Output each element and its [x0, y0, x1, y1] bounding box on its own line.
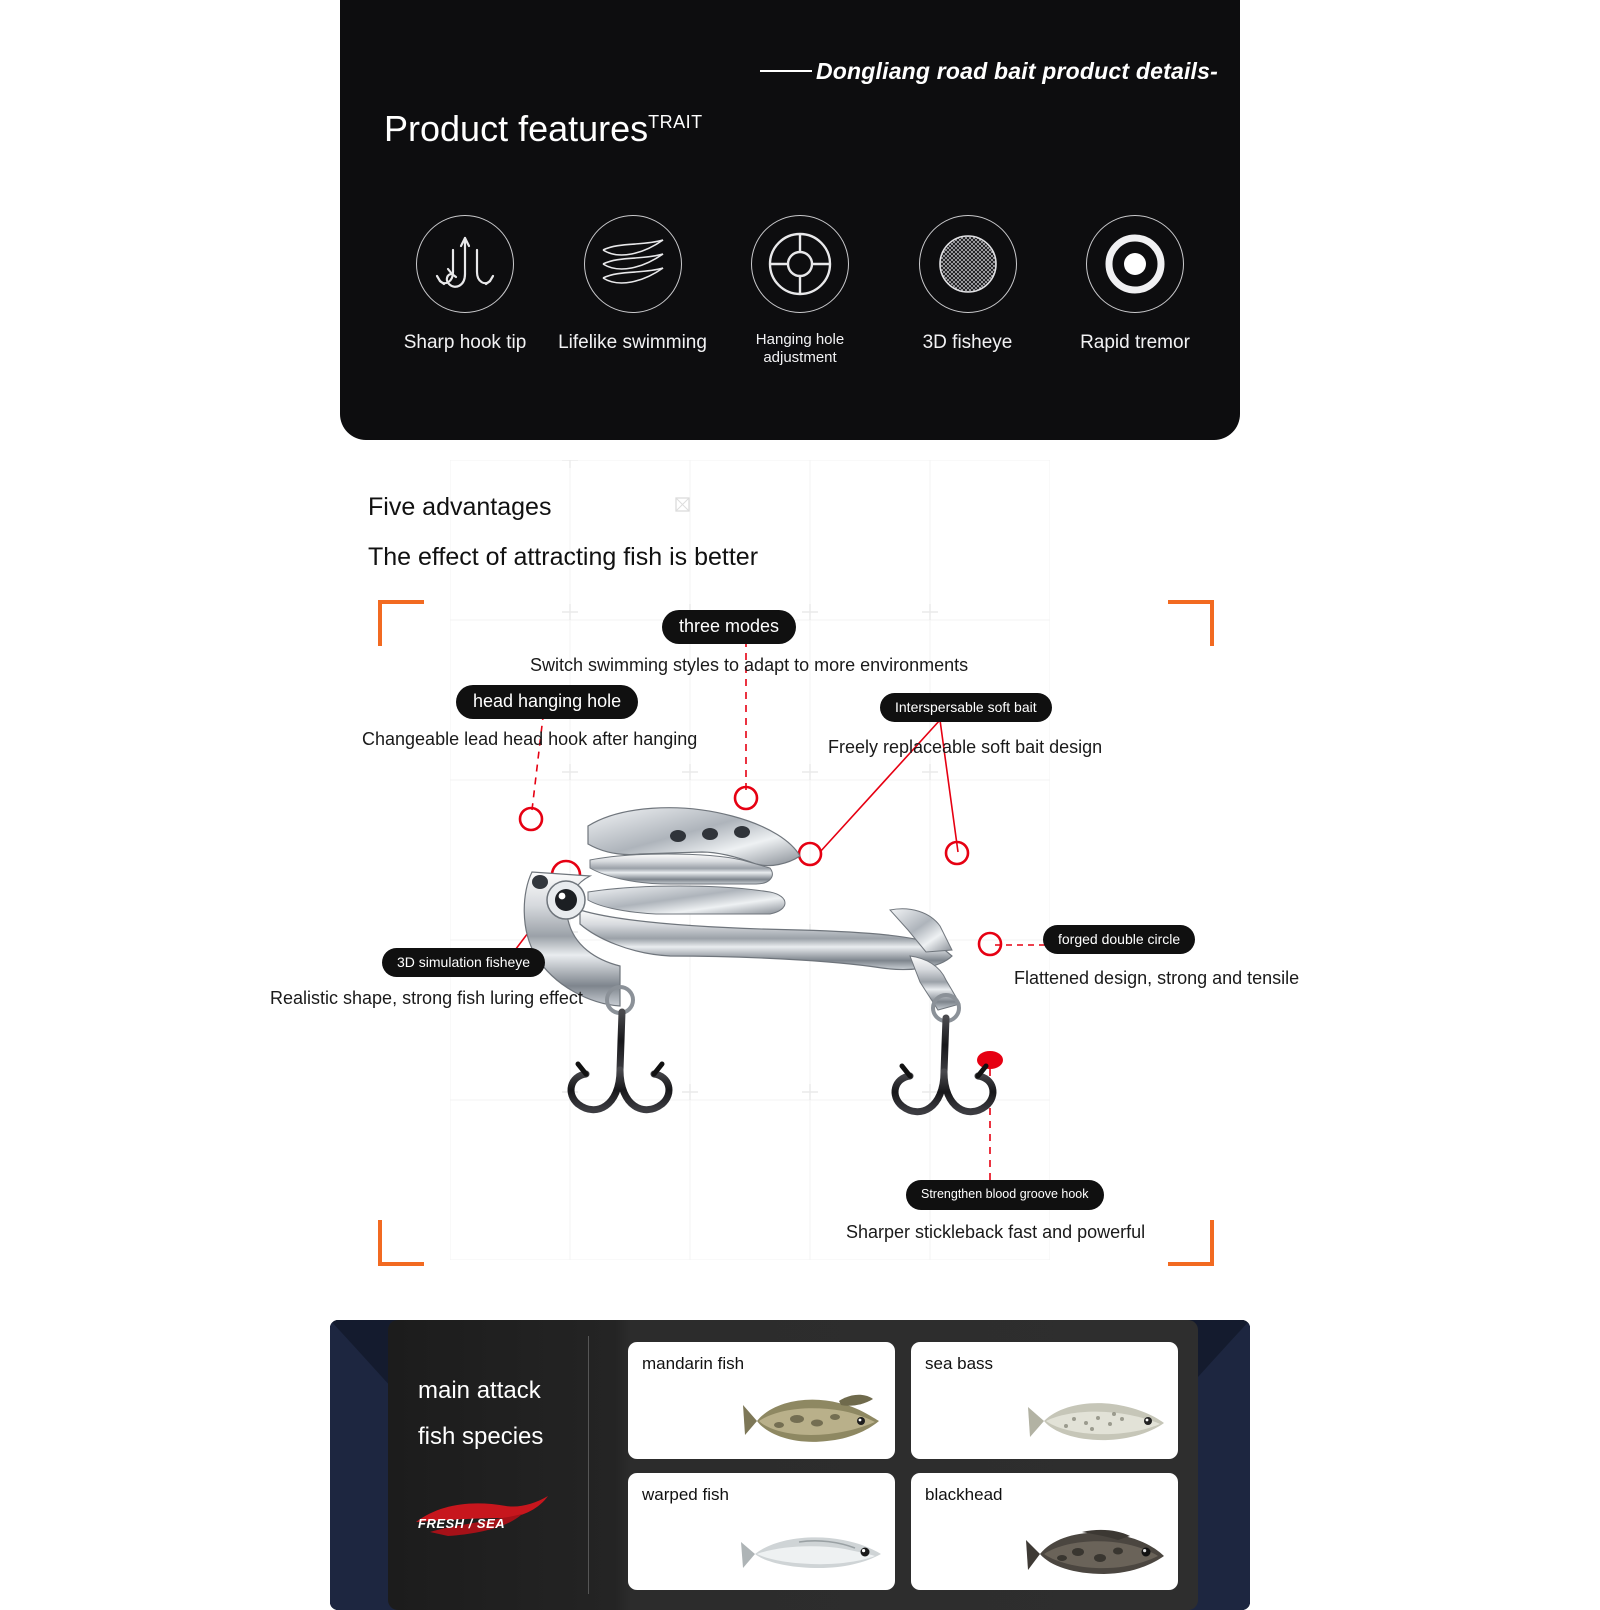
page-title: [384, 108, 703, 150]
hanging-hole-icon: [751, 215, 849, 313]
lure-product-illustration: [470, 760, 1090, 1180]
callout-caption-interspersable-soft-bait: Freely replaceable soft bait design: [828, 737, 1103, 757]
fish-name: sea bass: [925, 1354, 994, 1373]
fish-card: [628, 1342, 895, 1459]
callout-caption-forged-double-circle: Flattened design, strong and tensile: [1014, 968, 1300, 988]
brush-badge: [410, 1488, 560, 1548]
feature-item-hanging-hole-adjustment: [725, 215, 875, 368]
callout-caption-strengthen-blood-groove-hook: Sharper stickleback fast and powerful: [846, 1222, 1146, 1242]
feature-item-lifelike-swimming: [558, 215, 708, 354]
species-heading: [418, 1368, 543, 1459]
vertical-divider: [588, 1336, 589, 1594]
treble-hook-icon: [416, 215, 514, 313]
fisheye-mesh-icon: [919, 215, 1017, 313]
page-title-text: Product features: [384, 108, 649, 149]
brush-badge-text: FRESH / SEA: [418, 1516, 506, 1531]
advantages-section: [0, 440, 1600, 1320]
fish-card-grid: [628, 1342, 1178, 1590]
feature-label: Rapid tremor: [1080, 332, 1190, 353]
fish-name: mandarin fish: [642, 1354, 745, 1373]
callout-pill-3d-simulation-fisheye: 3D simulation fisheye: [382, 948, 545, 977]
advantages-title-line2: The effect of attracting fish is better: [368, 543, 759, 571]
mandarin-fish-image: [739, 1377, 889, 1455]
page-title-sup: TRAIT: [648, 112, 703, 132]
panel-heading: [760, 58, 1218, 85]
warped-fish-image: [739, 1508, 889, 1586]
swim-waves-icon: [584, 215, 682, 313]
heading-dash: [760, 70, 812, 72]
target-species-panel: [330, 1320, 1250, 1610]
fish-card: [911, 1342, 1178, 1459]
callout-pill-strengthen-blood-groove-hook: Strengthen blood groove hook: [906, 1180, 1104, 1210]
species-heading-line1: main attack: [418, 1377, 541, 1404]
feature-item-3d-fisheye: [893, 215, 1043, 354]
feature-label: 3D fisheye: [922, 332, 1013, 353]
feature-label: Lifelike swimming: [558, 332, 707, 353]
callout-caption-3d-simulation-fisheye: Realistic shape, strong fish luring effect: [270, 988, 583, 1008]
species-heading-line2: fish species: [418, 1422, 544, 1450]
callout-pill-head-hanging-hole: head hanging hole: [456, 685, 638, 719]
tremor-ring-icon: [1086, 215, 1184, 313]
feature-item-sharp-hook-tip: [390, 215, 540, 354]
callout-pill-interspersable-soft-bait: Interspersable soft bait: [880, 693, 1052, 722]
fish-name: blackhead: [925, 1485, 1003, 1504]
callout-caption-head-hanging-hole: Changeable lead head hook after hanging: [362, 729, 698, 749]
callout-pill-forged-double-circle: forged double circle: [1043, 925, 1195, 954]
panel-heading-text: Dongliang road bait product details-: [815, 58, 1218, 84]
fish-name: warped fish: [642, 1485, 729, 1504]
fish-card: [911, 1473, 1178, 1590]
advantages-title-line1: Five advantages: [368, 493, 552, 521]
callout-pill-three-modes: three modes: [662, 610, 796, 644]
feature-list: [390, 215, 1210, 368]
product-features-panel: [340, 0, 1240, 440]
fish-card: [628, 1473, 895, 1590]
sea-bass-image: [1022, 1377, 1172, 1455]
feature-item-rapid-tremor: [1060, 215, 1210, 354]
callout-caption-three-modes: Switch swimming styles to adapt to more environments: [530, 655, 969, 675]
feature-label: Hanging hole adjustment: [755, 331, 845, 367]
feature-label: Sharp hook tip: [403, 332, 527, 353]
species-content: [388, 1320, 1198, 1610]
blackhead-fish-image: [1022, 1508, 1172, 1586]
